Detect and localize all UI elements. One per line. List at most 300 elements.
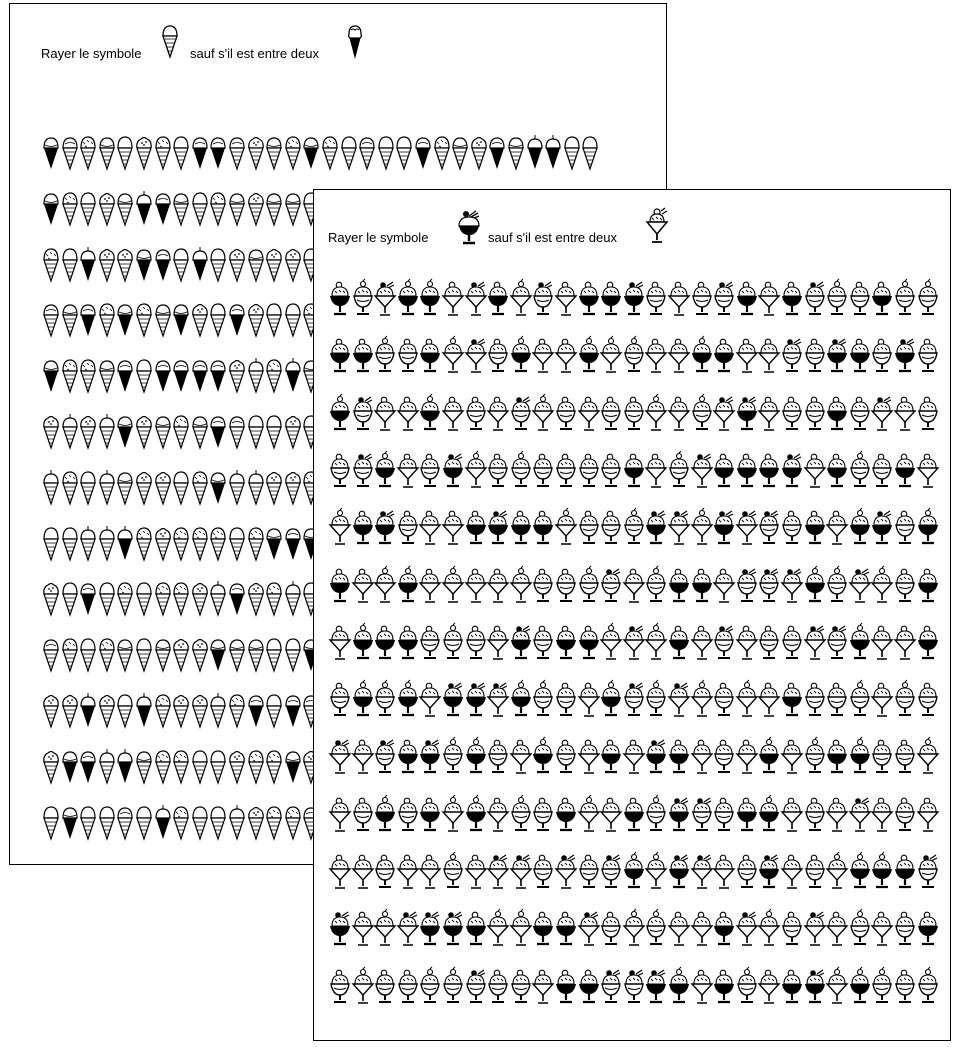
sundae-icon[interactable]	[894, 854, 916, 889]
ice-cream-cone-icon[interactable]	[61, 470, 79, 505]
sundae-icon[interactable]	[781, 453, 803, 488]
sundae-icon[interactable]	[917, 281, 939, 316]
sundae-icon[interactable]	[623, 281, 645, 316]
sundae-icon[interactable]	[826, 969, 848, 1004]
ice-cream-cone-icon[interactable]	[154, 805, 172, 840]
ice-cream-cone-icon[interactable]	[228, 526, 246, 561]
ice-cream-cone-icon[interactable]	[154, 358, 172, 393]
ice-cream-cone-icon[interactable]	[265, 693, 283, 728]
sundae-icon[interactable]	[329, 911, 351, 946]
sundae-icon[interactable]	[555, 568, 577, 603]
sundae-icon[interactable]	[374, 338, 396, 373]
ice-cream-cone-icon[interactable]	[209, 581, 227, 616]
sundae-icon[interactable]	[419, 797, 441, 832]
sundae-icon[interactable]	[691, 969, 713, 1004]
sundae-icon[interactable]	[419, 682, 441, 717]
sundae-icon[interactable]	[668, 682, 690, 717]
ice-cream-cone-icon[interactable]	[247, 191, 265, 226]
sundae-icon[interactable]	[668, 739, 690, 774]
sundae-icon[interactable]	[668, 396, 690, 431]
sundae-icon[interactable]	[781, 682, 803, 717]
sundae-icon[interactable]	[826, 453, 848, 488]
sundae-icon[interactable]	[781, 510, 803, 545]
sundae-icon[interactable]	[691, 797, 713, 832]
ice-cream-cone-icon[interactable]	[284, 302, 302, 337]
ice-cream-cone-icon[interactable]	[544, 135, 562, 170]
sundae-icon[interactable]	[691, 911, 713, 946]
sundae-icon[interactable]	[510, 682, 532, 717]
ice-cream-cone-icon[interactable]	[42, 358, 60, 393]
ice-cream-cone-icon[interactable]	[228, 749, 246, 784]
sundae-icon[interactable]	[600, 281, 622, 316]
ice-cream-cone-icon[interactable]	[228, 470, 246, 505]
sundae-icon[interactable]	[736, 281, 758, 316]
sundae-icon[interactable]	[668, 625, 690, 660]
ice-cream-cone-icon[interactable]	[209, 191, 227, 226]
sundae-icon[interactable]	[849, 568, 871, 603]
sundae-icon[interactable]	[645, 911, 667, 946]
ice-cream-cone-icon[interactable]	[116, 526, 134, 561]
sundae-icon[interactable]	[532, 854, 554, 889]
sundae-icon[interactable]	[532, 510, 554, 545]
sundae-icon[interactable]	[487, 625, 509, 660]
ice-cream-cone-icon[interactable]	[284, 358, 302, 393]
ice-cream-cone-icon[interactable]	[79, 302, 97, 337]
sundae-icon[interactable]	[487, 682, 509, 717]
ice-cream-cone-icon[interactable]	[228, 693, 246, 728]
sundae-icon[interactable]	[826, 281, 848, 316]
sundae-icon[interactable]	[713, 281, 735, 316]
sundae-icon[interactable]	[894, 281, 916, 316]
ice-cream-cone-icon[interactable]	[340, 135, 358, 170]
sundae-icon[interactable]	[397, 453, 419, 488]
sundae-icon[interactable]	[555, 281, 577, 316]
sundae-icon[interactable]	[442, 682, 464, 717]
sundae-icon[interactable]	[442, 969, 464, 1004]
ice-cream-cone-icon[interactable]	[79, 581, 97, 616]
ice-cream-cone-icon[interactable]	[191, 247, 209, 282]
ice-cream-cone-icon[interactable]	[284, 414, 302, 449]
sundae-icon[interactable]	[917, 739, 939, 774]
sundae-icon[interactable]	[578, 338, 600, 373]
ice-cream-cone-icon[interactable]	[98, 526, 116, 561]
sundae-icon[interactable]	[352, 281, 374, 316]
ice-cream-cone-icon[interactable]	[228, 581, 246, 616]
ice-cream-cone-icon[interactable]	[209, 247, 227, 282]
ice-cream-cone-icon[interactable]	[61, 637, 79, 672]
sundae-icon[interactable]	[871, 396, 893, 431]
sundae-icon[interactable]	[917, 682, 939, 717]
ice-cream-cone-icon[interactable]	[154, 470, 172, 505]
sundae-icon[interactable]	[736, 453, 758, 488]
sundae-icon[interactable]	[849, 396, 871, 431]
ice-cream-cone-icon[interactable]	[284, 470, 302, 505]
sundae-icon[interactable]	[329, 625, 351, 660]
sundae-icon[interactable]	[578, 568, 600, 603]
sundae-icon[interactable]	[668, 797, 690, 832]
sundae-icon[interactable]	[645, 969, 667, 1004]
sundae-icon[interactable]	[465, 969, 487, 1004]
ice-cream-cone-icon[interactable]	[581, 135, 599, 170]
sundae-icon[interactable]	[329, 453, 351, 488]
sundae-icon[interactable]	[555, 625, 577, 660]
ice-cream-cone-icon[interactable]	[172, 358, 190, 393]
sundae-icon[interactable]	[442, 453, 464, 488]
sundae-icon[interactable]	[510, 969, 532, 1004]
ice-cream-cone-icon[interactable]	[265, 191, 283, 226]
sundae-icon[interactable]	[668, 510, 690, 545]
sundae-icon[interactable]	[532, 969, 554, 1004]
sundae-icon[interactable]	[849, 854, 871, 889]
ice-cream-cone-icon[interactable]	[154, 749, 172, 784]
sundae-icon[interactable]	[691, 739, 713, 774]
sundae-icon[interactable]	[442, 797, 464, 832]
sundae-icon[interactable]	[668, 453, 690, 488]
sundae-icon[interactable]	[804, 854, 826, 889]
ice-cream-cone-icon[interactable]	[284, 805, 302, 840]
sundae-icon[interactable]	[917, 911, 939, 946]
ice-cream-cone-icon[interactable]	[414, 135, 432, 170]
sundae-icon[interactable]	[487, 281, 509, 316]
sundae-icon[interactable]	[465, 797, 487, 832]
ice-cream-cone-icon[interactable]	[61, 358, 79, 393]
ice-cream-cone-icon[interactable]	[79, 693, 97, 728]
ice-cream-cone-icon[interactable]	[265, 805, 283, 840]
ice-cream-cone-icon[interactable]	[191, 414, 209, 449]
sundae-icon[interactable]	[758, 739, 780, 774]
ice-cream-cone-icon[interactable]	[302, 135, 320, 170]
sundae-icon[interactable]	[465, 625, 487, 660]
ice-cream-cone-icon[interactable]	[470, 135, 488, 170]
ice-cream-cone-icon[interactable]	[98, 247, 116, 282]
sundae-icon[interactable]	[532, 338, 554, 373]
sundae-icon[interactable]	[849, 911, 871, 946]
ice-cream-cone-icon[interactable]	[433, 135, 451, 170]
sundae-icon[interactable]	[871, 797, 893, 832]
ice-cream-cone-icon[interactable]	[42, 749, 60, 784]
sundae-icon[interactable]	[487, 453, 509, 488]
sundae-icon[interactable]	[352, 969, 374, 1004]
sundae-icon[interactable]	[645, 396, 667, 431]
sundae-icon[interactable]	[849, 338, 871, 373]
sundae-icon[interactable]	[487, 797, 509, 832]
ice-cream-cone-icon[interactable]	[563, 135, 581, 170]
sundae-icon[interactable]	[781, 969, 803, 1004]
sundae-icon[interactable]	[849, 969, 871, 1004]
sundae-icon[interactable]	[419, 338, 441, 373]
ice-cream-cone-icon[interactable]	[284, 191, 302, 226]
sundae-icon[interactable]	[397, 396, 419, 431]
ice-cream-cone-icon[interactable]	[191, 693, 209, 728]
sundae-icon[interactable]	[826, 682, 848, 717]
ice-cream-cone-icon[interactable]	[228, 302, 246, 337]
sundae-icon[interactable]	[713, 854, 735, 889]
sundae-icon[interactable]	[578, 682, 600, 717]
sundae-icon[interactable]	[826, 338, 848, 373]
ice-cream-cone-icon[interactable]	[247, 470, 265, 505]
sundae-icon[interactable]	[917, 453, 939, 488]
ice-cream-cone-icon[interactable]	[135, 470, 153, 505]
sundae-icon[interactable]	[645, 510, 667, 545]
sundae-icon[interactable]	[781, 281, 803, 316]
sundae-icon[interactable]	[894, 969, 916, 1004]
ice-cream-cone-icon[interactable]	[135, 135, 153, 170]
ice-cream-cone-icon[interactable]	[247, 805, 265, 840]
sundae-icon[interactable]	[849, 453, 871, 488]
sundae-icon[interactable]	[397, 510, 419, 545]
ice-cream-cone-icon[interactable]	[284, 135, 302, 170]
ice-cream-cone-icon[interactable]	[98, 358, 116, 393]
sundae-icon[interactable]	[623, 625, 645, 660]
sundae-icon[interactable]	[804, 797, 826, 832]
sundae-icon[interactable]	[329, 338, 351, 373]
sundae-icon[interactable]	[826, 396, 848, 431]
sundae-icon[interactable]	[691, 625, 713, 660]
ice-cream-cone-icon[interactable]	[451, 135, 469, 170]
ice-cream-cone-icon[interactable]	[172, 581, 190, 616]
ice-cream-cone-icon[interactable]	[191, 526, 209, 561]
ice-cream-cone-icon[interactable]	[209, 358, 227, 393]
sundae-icon[interactable]	[713, 396, 735, 431]
ice-cream-cone-icon[interactable]	[116, 637, 134, 672]
ice-cream-cone-icon[interactable]	[209, 749, 227, 784]
sundae-icon[interactable]	[668, 854, 690, 889]
sundae-icon[interactable]	[849, 510, 871, 545]
sundae-icon[interactable]	[419, 625, 441, 660]
sundae-icon[interactable]	[532, 739, 554, 774]
ice-cream-cone-icon[interactable]	[42, 135, 60, 170]
ice-cream-cone-icon[interactable]	[172, 135, 190, 170]
sundae-icon[interactable]	[826, 739, 848, 774]
ice-cream-cone-icon[interactable]	[265, 581, 283, 616]
ice-cream-cone-icon[interactable]	[247, 302, 265, 337]
sundae-icon[interactable]	[465, 396, 487, 431]
sundae-icon[interactable]	[623, 911, 645, 946]
sundae-icon[interactable]	[894, 396, 916, 431]
sundae-icon[interactable]	[600, 510, 622, 545]
ice-cream-cone-icon[interactable]	[98, 470, 116, 505]
sundae-icon[interactable]	[645, 568, 667, 603]
sundae-icon[interactable]	[419, 854, 441, 889]
sundae-icon[interactable]	[894, 568, 916, 603]
ice-cream-cone-icon[interactable]	[228, 358, 246, 393]
ice-cream-cone-icon[interactable]	[61, 414, 79, 449]
ice-cream-cone-icon[interactable]	[265, 526, 283, 561]
sundae-icon[interactable]	[374, 854, 396, 889]
ice-cream-cone-icon[interactable]	[172, 247, 190, 282]
ice-cream-cone-icon[interactable]	[172, 749, 190, 784]
sundae-icon[interactable]	[397, 625, 419, 660]
sundae-icon[interactable]	[510, 510, 532, 545]
ice-cream-cone-icon[interactable]	[135, 637, 153, 672]
sundae-icon[interactable]	[510, 568, 532, 603]
ice-cream-cone-icon[interactable]	[228, 135, 246, 170]
sundae-icon[interactable]	[555, 739, 577, 774]
sundae-icon[interactable]	[871, 510, 893, 545]
ice-cream-cone-icon[interactable]	[247, 693, 265, 728]
sundae-icon[interactable]	[578, 911, 600, 946]
sundae-icon[interactable]	[826, 510, 848, 545]
sundae-icon[interactable]	[555, 682, 577, 717]
sundae-icon[interactable]	[397, 568, 419, 603]
ice-cream-cone-icon[interactable]	[79, 191, 97, 226]
ice-cream-cone-icon[interactable]	[98, 693, 116, 728]
sundae-icon[interactable]	[578, 969, 600, 1004]
sundae-icon[interactable]	[804, 969, 826, 1004]
ice-cream-cone-icon[interactable]	[284, 693, 302, 728]
sundae-icon[interactable]	[578, 453, 600, 488]
sundae-icon[interactable]	[578, 396, 600, 431]
sundae-icon[interactable]	[623, 453, 645, 488]
sundae-icon[interactable]	[894, 625, 916, 660]
sundae-icon[interactable]	[532, 797, 554, 832]
sundae-icon[interactable]	[442, 338, 464, 373]
sundae-icon[interactable]	[352, 854, 374, 889]
sundae-icon[interactable]	[374, 739, 396, 774]
sundae-icon[interactable]	[804, 281, 826, 316]
sundae-icon[interactable]	[645, 797, 667, 832]
ice-cream-cone-icon[interactable]	[61, 805, 79, 840]
sundae-icon[interactable]	[374, 510, 396, 545]
ice-cream-cone-icon[interactable]	[191, 302, 209, 337]
sundae-icon[interactable]	[555, 453, 577, 488]
sundae-icon[interactable]	[781, 911, 803, 946]
sundae-icon[interactable]	[804, 911, 826, 946]
sundae-icon[interactable]	[736, 682, 758, 717]
ice-cream-cone-icon[interactable]	[79, 749, 97, 784]
ice-cream-cone-icon[interactable]	[135, 749, 153, 784]
sundae-icon[interactable]	[419, 739, 441, 774]
sundae-icon[interactable]	[442, 739, 464, 774]
sundae-icon[interactable]	[758, 625, 780, 660]
sundae-icon[interactable]	[397, 797, 419, 832]
ice-cream-cone-icon[interactable]	[61, 526, 79, 561]
sundae-icon[interactable]	[623, 797, 645, 832]
sundae-icon[interactable]	[374, 797, 396, 832]
sundae-icon[interactable]	[374, 568, 396, 603]
ice-cream-cone-icon[interactable]	[265, 749, 283, 784]
sundae-icon[interactable]	[397, 854, 419, 889]
ice-cream-cone-icon[interactable]	[265, 302, 283, 337]
sundae-icon[interactable]	[713, 338, 735, 373]
sundae-icon[interactable]	[397, 739, 419, 774]
sundae-icon[interactable]	[487, 568, 509, 603]
sundae-icon[interactable]	[352, 453, 374, 488]
sundae-icon[interactable]	[600, 797, 622, 832]
sundae-icon[interactable]	[510, 854, 532, 889]
sundae-icon[interactable]	[465, 911, 487, 946]
sundae-icon[interactable]	[487, 911, 509, 946]
sundae-icon[interactable]	[894, 911, 916, 946]
ice-cream-cone-icon[interactable]	[395, 135, 413, 170]
sundae-icon[interactable]	[736, 911, 758, 946]
ice-cream-cone-icon[interactable]	[42, 302, 60, 337]
sundae-icon[interactable]	[645, 338, 667, 373]
sundae-icon[interactable]	[871, 281, 893, 316]
sundae-icon[interactable]	[352, 396, 374, 431]
ice-cream-cone-icon[interactable]	[61, 581, 79, 616]
ice-cream-cone-icon[interactable]	[284, 526, 302, 561]
sundae-icon[interactable]	[871, 625, 893, 660]
ice-cream-cone-icon[interactable]	[116, 414, 134, 449]
sundae-icon[interactable]	[781, 739, 803, 774]
sundae-icon[interactable]	[668, 338, 690, 373]
sundae-icon[interactable]	[691, 854, 713, 889]
ice-cream-cone-icon[interactable]	[98, 414, 116, 449]
sundae-icon[interactable]	[374, 969, 396, 1004]
sundae-icon[interactable]	[374, 625, 396, 660]
ice-cream-cone-icon[interactable]	[61, 693, 79, 728]
sundae-icon[interactable]	[871, 682, 893, 717]
ice-cream-cone-icon[interactable]	[191, 358, 209, 393]
sundae-icon[interactable]	[510, 625, 532, 660]
sundae-icon[interactable]	[555, 396, 577, 431]
ice-cream-cone-icon[interactable]	[61, 247, 79, 282]
sundae-icon[interactable]	[510, 281, 532, 316]
sundae-icon[interactable]	[871, 338, 893, 373]
ice-cream-cone-icon[interactable]	[135, 526, 153, 561]
sundae-icon[interactable]	[871, 854, 893, 889]
ice-cream-cone-icon[interactable]	[247, 637, 265, 672]
sundae-icon[interactable]	[804, 453, 826, 488]
sundae-icon[interactable]	[781, 854, 803, 889]
sundae-icon[interactable]	[736, 969, 758, 1004]
sundae-icon[interactable]	[691, 338, 713, 373]
sundae-icon[interactable]	[578, 854, 600, 889]
sundae-icon[interactable]	[623, 568, 645, 603]
ice-cream-cone-icon[interactable]	[116, 581, 134, 616]
ice-cream-cone-icon[interactable]	[116, 247, 134, 282]
sundae-icon[interactable]	[487, 969, 509, 1004]
ice-cream-cone-icon[interactable]	[116, 805, 134, 840]
ice-cream-cone-icon[interactable]	[526, 135, 544, 170]
ice-cream-cone-icon[interactable]	[116, 749, 134, 784]
ice-cream-cone-icon[interactable]	[284, 581, 302, 616]
ice-cream-cone-icon[interactable]	[79, 414, 97, 449]
sundae-icon[interactable]	[329, 969, 351, 1004]
ice-cream-cone-icon[interactable]	[116, 191, 134, 226]
ice-cream-cone-icon[interactable]	[209, 693, 227, 728]
sundae-icon[interactable]	[894, 682, 916, 717]
sundae-icon[interactable]	[532, 625, 554, 660]
ice-cream-cone-icon[interactable]	[98, 637, 116, 672]
sundae-icon[interactable]	[804, 396, 826, 431]
sundae-icon[interactable]	[532, 568, 554, 603]
sundae-icon[interactable]	[871, 911, 893, 946]
ice-cream-cone-icon[interactable]	[172, 302, 190, 337]
ice-cream-cone-icon[interactable]	[116, 302, 134, 337]
sundae-icon[interactable]	[849, 281, 871, 316]
sundae-icon[interactable]	[781, 396, 803, 431]
sundae-icon[interactable]	[465, 453, 487, 488]
ice-cream-cone-icon[interactable]	[265, 470, 283, 505]
ice-cream-cone-icon[interactable]	[172, 414, 190, 449]
ice-cream-cone-icon[interactable]	[154, 526, 172, 561]
sundae-icon[interactable]	[419, 396, 441, 431]
sundae-icon[interactable]	[691, 453, 713, 488]
sundae-icon[interactable]	[736, 510, 758, 545]
sundae-icon[interactable]	[826, 568, 848, 603]
sundae-icon[interactable]	[804, 338, 826, 373]
sundae-icon[interactable]	[713, 739, 735, 774]
sundae-icon[interactable]	[758, 911, 780, 946]
sundae-icon[interactable]	[510, 911, 532, 946]
ice-cream-cone-icon[interactable]	[265, 135, 283, 170]
ice-cream-cone-icon[interactable]	[507, 135, 525, 170]
sundae-icon[interactable]	[600, 854, 622, 889]
ice-cream-cone-icon[interactable]	[209, 302, 227, 337]
ice-cream-cone-icon[interactable]	[209, 637, 227, 672]
